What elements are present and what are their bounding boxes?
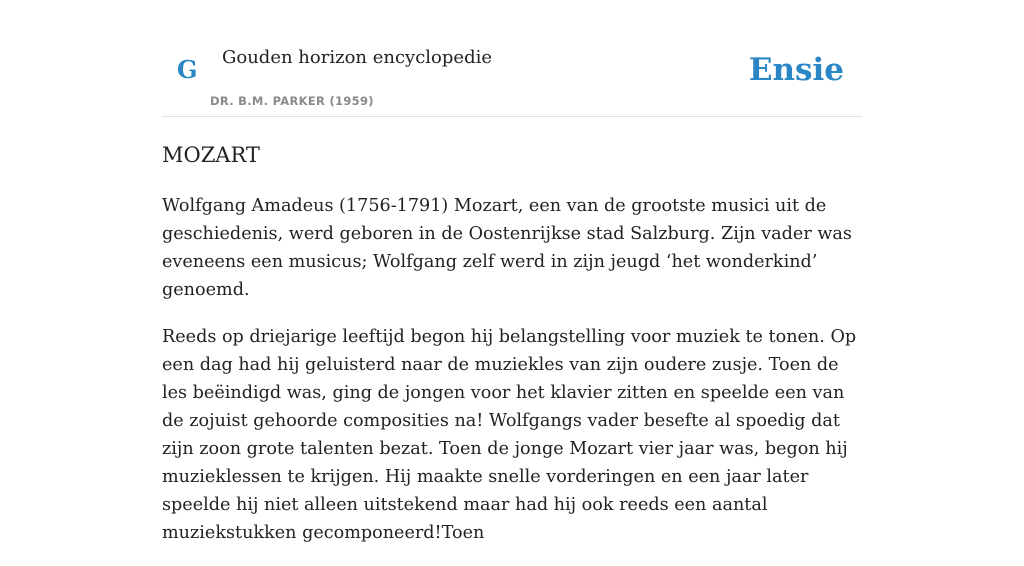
article-body — [162, 192, 862, 566]
book-logo-icon[interactable]: G — [177, 55, 198, 84]
article-paragraph: Reeds op driejarige leeftijd begon hij belangstelling voor muziek te tonen. Op een dag had hij geluisterd naar de muziekles van zijn oudere zusje. Toen de les beëindigd was, ging de jongen voor het klavier zitten en speelde een van de zojuist gehoorde composities na! Wolfgangs vader besefte al spoedig dat zijn zoon grote talenten bezat. Toen de jonge Mozart vier jaar was, begon hij muzieklessen te krijgen. Hij maakte snelle vorderingen en een jaar later speelde hij niet alleen uitstekend maar had hij ook reeds een aantal muziekstukken gecomponeerd!Toen — [162, 327, 857, 543]
article-paragraph: Wolfgang Amadeus (1756-1791) Mozart, een van de grootste musici uit de geschiedenis, werd geboren in de Oostenrijkse stad Salzburg. Zijn vader was eveneens een musicus; Wolfgang zelf werd in zijn jeugd ‘het wonderkind’ genoemd. — [162, 196, 852, 300]
article-title: MOZART — [162, 143, 260, 167]
book-title-link[interactable]: Gouden horizon encyclopedie — [222, 47, 492, 68]
brand-logo[interactable]: Ensie — [748, 52, 844, 88]
book-author: DR. B.M. PARKER (1959) — [210, 94, 374, 108]
header — [162, 0, 862, 117]
